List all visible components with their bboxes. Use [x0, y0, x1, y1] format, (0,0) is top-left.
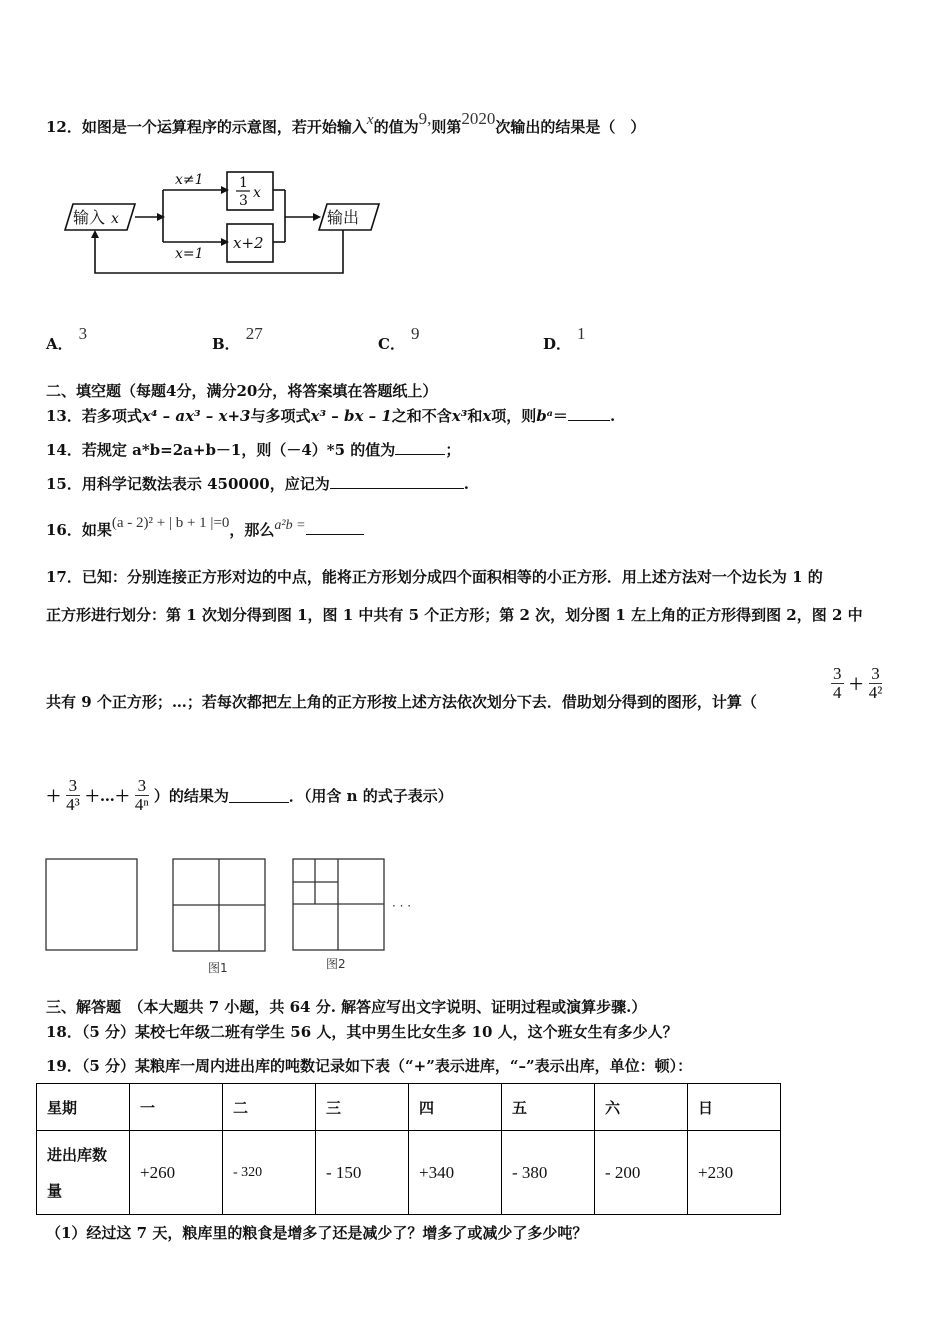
table-value-row: [37, 1131, 781, 1215]
row-label: 进出库数 量: [37, 1131, 130, 1215]
value-wed: - 150: [316, 1131, 409, 1215]
input-var: x: [111, 211, 119, 227]
square-figures: [44, 856, 424, 981]
figure-2-label: 图2: [326, 957, 346, 971]
q16-expression: a²b =: [274, 518, 306, 533]
q12-var-x: x: [366, 112, 374, 128]
q12-value: 9,: [418, 109, 432, 128]
q17-line2: 正方形进行划分：第 1 次划分得到图 1，图 1 中共有 5 个正方形；第 2 次，划分图 1 左上角的正方形得到图 2，图 2 中: [46, 606, 863, 624]
q15: 15．用科学记数法表示 450000，应记为 .: [46, 475, 469, 493]
header-sun: 日: [688, 1084, 781, 1131]
header-weekday: 星期: [37, 1084, 130, 1131]
q14: 14．若规定 a*b=2a+b－1，则（－4）*5 的值为 ；: [46, 441, 461, 459]
q17-answer-blank[interactable]: [229, 788, 289, 803]
q19-sub1: （1）经过这 7 天，粮库里的粮食是增多了还是减少了？增多了或减少了多少吨？: [46, 1224, 588, 1242]
q13: 13．若多项式x⁴ – ax³ – x+3与多项式x³ – bx – 1之和不含x³和x项，则bᵃ＝ .: [46, 407, 616, 425]
q17-series-head: $\frac{3}{4}$ ＋ $\frac{3}{\text{4²}}$: [833, 664, 883, 702]
q16-condition: (a - 2)² + | b + 1 |=0: [111, 515, 230, 531]
cond-one: x=1: [175, 246, 204, 262]
figure-ellipsis: · · ·: [392, 899, 412, 913]
section-2-heading: 二、填空题（每题4分，满分20分，将答案填在答题纸上）: [46, 382, 438, 400]
value-mon: +260: [130, 1131, 223, 1215]
value-tue: - 320: [223, 1131, 316, 1215]
frac-num: 1: [239, 175, 248, 191]
frac-3-over-4-cubed: $\frac{3}{\text{4³}}$: [66, 776, 80, 814]
warehouse-table: [36, 1083, 781, 1215]
q17-line3: 共有 9 个正方形；…；若每次都把左上角的正方形按上述方法依次划分下去．借助划分得到的图形，计算（: [46, 693, 757, 711]
value-sat: - 200: [595, 1131, 688, 1215]
q17-line1: 17．已知：分别连接正方形对边的中点，能将正方形划分成四个面积相等的小正方形．用上述方法对一个边长为 1 的: [46, 568, 823, 586]
input-label: 输入: [73, 208, 106, 227]
option-d[interactable]: D．1: [543, 324, 586, 353]
header-thu: 四: [409, 1084, 502, 1131]
frac-3-over-4-n: $\frac{3}{\text{4ⁿ}}$: [134, 776, 149, 814]
header-wed: 三: [316, 1084, 409, 1131]
value-fri: - 380: [502, 1131, 595, 1215]
plus-two: x+2: [233, 234, 264, 252]
q12-count: 2020: [461, 109, 496, 128]
figure-1-label: 图1: [208, 961, 228, 975]
q16-answer-blank[interactable]: [306, 520, 364, 535]
output-label: 输出: [327, 208, 360, 227]
q13-poly1: x⁴ – ax³ – x+3: [141, 407, 251, 425]
q12-stem: 12．如图是一个运算程序的示意图，若开始输入x的值为9,则第2020次输出的结果是（ ）: [46, 109, 646, 136]
option-b[interactable]: B．27: [212, 324, 263, 353]
header-sat: 六: [595, 1084, 688, 1131]
flow-diagram: [55, 160, 385, 280]
header-fri: 五: [502, 1084, 595, 1131]
cond-not-one: x≠1: [175, 172, 204, 188]
q14-answer-blank[interactable]: [395, 440, 445, 455]
value-sun: +230: [688, 1131, 781, 1215]
frac-3-over-4-squared: $\frac{3}{\text{4²}}$: [868, 664, 883, 702]
q18: 18．（5 分）某校七年级二班有学生 56 人，其中男生比女生多 10 人，这个班女生有多少人？: [46, 1023, 678, 1041]
header-tue: 二: [223, 1084, 316, 1131]
option-c[interactable]: C．9: [378, 324, 420, 353]
q16: 16．如果(a - 2)² + | b + 1 |=0，那么a²b =: [46, 519, 364, 540]
figure-original-square: [46, 859, 137, 950]
q17-line4: ＋ $\frac{3}{\text{4³}}$ ＋…＋ $\frac{3}{\text{4ⁿ}}$ ）的结果为 ．（用含 n 的式子表示）: [46, 776, 453, 814]
section-3-heading: 三、解答题 （本大题共 7 小题，共 64 分. 解答应写出文字说明、证明过程或演算步骤.）: [46, 998, 647, 1016]
q15-answer-blank[interactable]: [330, 474, 464, 489]
frac-3-over-4: $\frac{3}{4}$: [833, 664, 842, 702]
frac-var: x: [253, 185, 261, 201]
value-thu: +340: [409, 1131, 502, 1215]
frac-den: 3: [239, 193, 248, 209]
option-a[interactable]: A．3: [46, 324, 88, 353]
q13-poly2: x³ – bx – 1: [310, 407, 392, 425]
table-header-row: [37, 1084, 781, 1131]
header-mon: 一: [130, 1084, 223, 1131]
q19-stem: 19．（5 分）某粮库一周内进出库的吨数记录如下表（“+”表示进库，“–”表示出库，单位：顿）：: [46, 1057, 693, 1075]
q13-answer-blank[interactable]: [568, 406, 610, 421]
